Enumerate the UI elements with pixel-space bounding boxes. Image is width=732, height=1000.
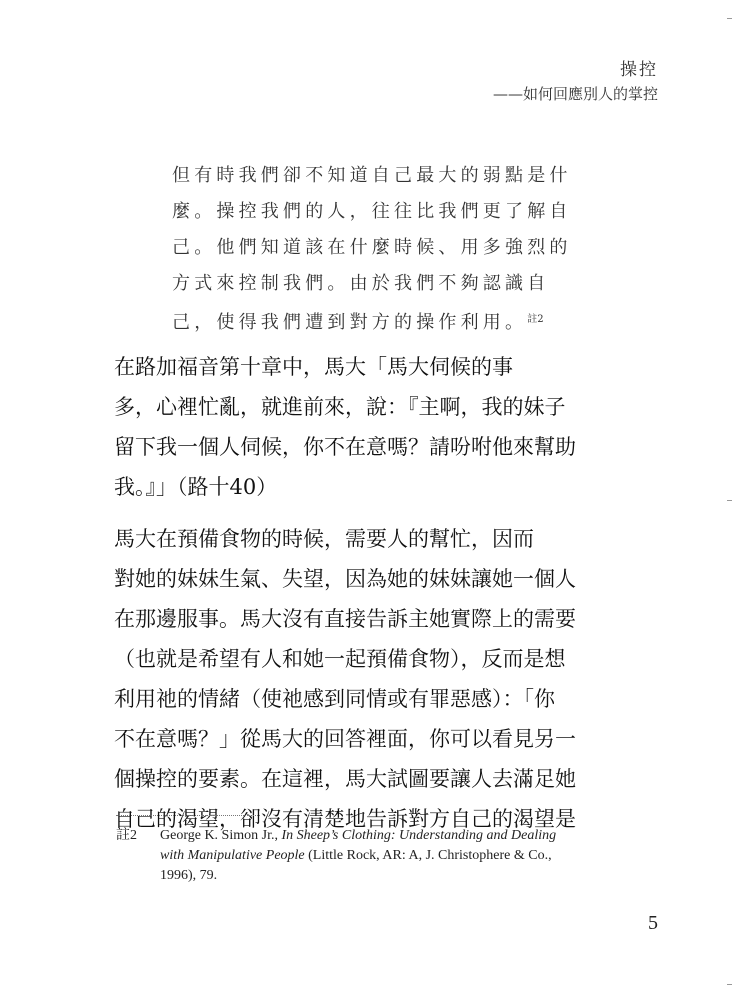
footnote-line [160,826,616,846]
footnote [116,826,616,886]
body-line: 在路加福音第十章中，馬大「馬大伺候的事 [114,355,513,379]
quote-line: 但有時我們卻不知道自己最大的弱點是什 [172,165,572,186]
book-subtitle: ——如何回應別人的掌控 [492,85,658,103]
body-line: 不在意嗎？」從馬大的回答裡面，你可以看見另一 [114,727,576,751]
body-line: 我。』」（路十40） [114,475,278,499]
body-line: 多，心裡忙亂，就進前來，說：『主啊，我的妹子 [114,395,566,419]
quote-line: 麼。操控我們的人，往往比我們更了解自 [172,201,572,222]
body-line: 留下我一個人伺候，你不在意嗎？請吩咐他來幫助 [114,435,576,459]
body-line: 個操控的要素。在這裡，馬大試圖要讓人去滿足她 [114,767,576,791]
body-line: 馬大在預備食物的時候，需要人的幫忙，因而 [114,527,534,551]
paragraph-gap [114,507,610,519]
paragraph-luke [114,347,610,507]
footnote-year: 1996), 79. [160,868,218,883]
quote-line-last [172,302,592,341]
footnote-book-title: In Sheep’s Clothing: Understanding and Dealing [281,828,557,843]
footnote-publisher: (Little Rock, AR: A, J. Christophere & Co., [304,848,552,863]
paragraph-martha [114,519,610,839]
crop-mark [727,18,732,19]
footnote-reference[interactable]: 註2 [527,314,544,325]
body-line: 在那邊服事。馬大沒有直接告訴主她實際上的需要 [114,607,576,631]
body-text [114,347,610,839]
block-quote [172,158,592,341]
footnote-divider [116,815,260,816]
crop-mark [727,500,732,501]
quote-line: 方式來控制我們。由於我們不夠認識自 [172,273,550,294]
footnote-text [160,826,616,886]
body-line: 利用祂的情緒（使祂感到同情或有罪惡感）：「你 [114,687,555,711]
body-line: 對她的妹妹生氣、失望，因為她的妹妹讓她一個人 [114,567,576,591]
footnote-author: George K. Simon Jr., [160,828,282,843]
footnote-line [160,846,616,866]
footnote-mark: 註2 [116,828,137,843]
quote-line: 己。他們知道該在什麼時候、用多強烈的 [172,237,572,258]
footnote-book-title-cont: with Manipulative People [160,848,305,863]
crop-mark [727,984,732,985]
book-title: 操控 [620,60,658,80]
page-number: 5 [648,912,658,934]
body-line: （也就是希望有人和她一起預備食物），反而是想 [114,647,566,671]
quote-line: 己，使得我們遭到對方的操作利用。 [172,312,528,333]
running-head [493,58,658,106]
body-line: 自己的渴望，卻沒有清楚地告訴對方自己的渴望是 [114,807,576,831]
